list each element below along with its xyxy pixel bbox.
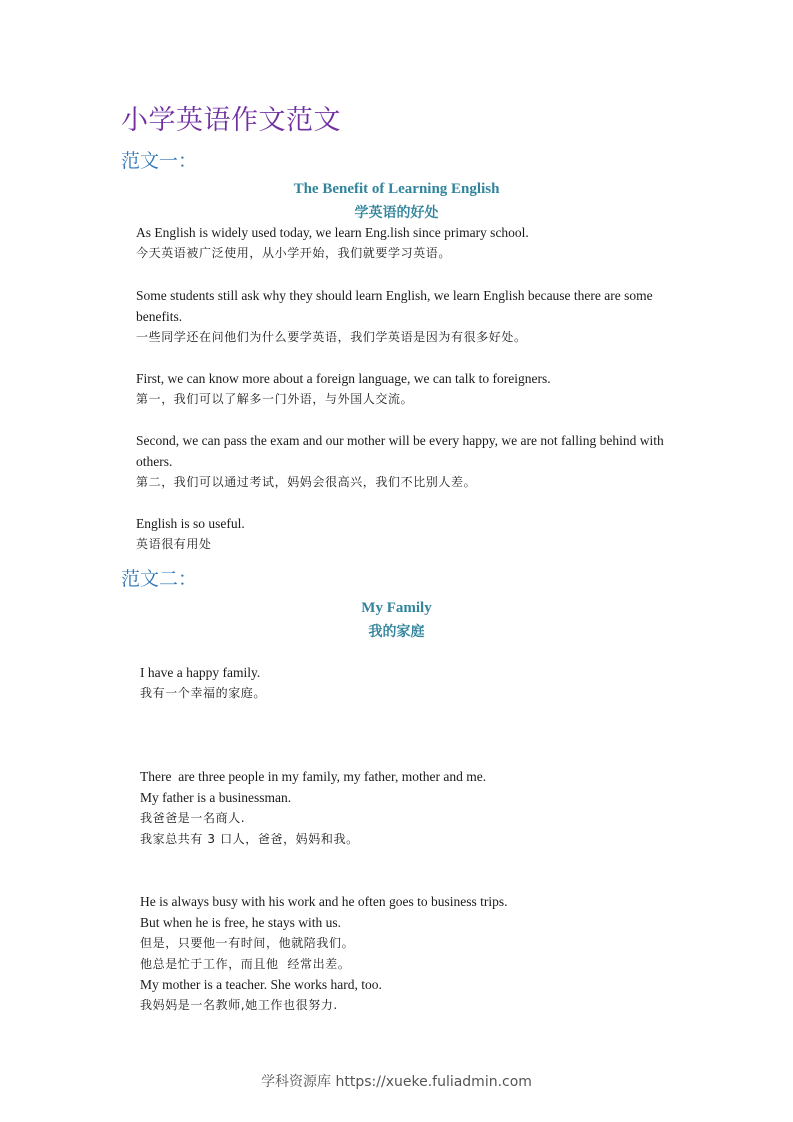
paragraph-en: As English is widely used today, we learn Eng.lish since primary school. [136,225,529,240]
paragraph-en: English is so useful. [136,516,245,531]
essay1-paragraph [136,513,666,555]
essay2-paragraph [140,912,670,954]
paragraph-en: He is always busy with his work and he often goes to business trips. [140,894,508,909]
essay1-heading: 范文一： [121,150,198,172]
paragraph-en: My mother is a teacher. She works hard, too. [140,977,382,992]
essay1-paragraph [136,285,666,348]
essay1-title-en: The Benefit of Learning English [293,181,500,197]
essay2-paragraph [140,662,670,704]
paragraph-zh: 英语很有用处 [136,537,212,551]
paragraph-zh: 我爸爸是一名商人. [140,811,246,825]
paragraph-zh: 他总是忙于工作，而且他 经常出差。 [140,957,351,971]
document-title: 小学英语作文范文 [121,105,341,136]
paragraph-en: I have a happy family. [140,665,261,680]
paragraph-en: Second, we can pass the exam and our mother will be every happy, we are not falling behind with others. [136,433,664,469]
essay2-paragraph [140,787,670,829]
paragraph-zh: 我家总共有 3 口人，爸爸，妈妈和我。 [140,832,359,846]
paragraph-zh: 一些同学还在问他们为什么要学英语，我们学英语是因为有很多好处。 [136,330,527,344]
essay1-paragraph [136,368,666,410]
footer-watermark: 学科资源库 https://xueke.fuliadmin.com [261,1074,532,1090]
paragraph-zh: 今天英语被广泛使用，从小学开始，我们就要学习英语。 [136,246,452,260]
essay1-title-zh: 学英语的好处 [354,205,439,221]
paragraph-en: My father is a businessman. [140,790,292,805]
paragraph-zh: 我妈妈是一名教师,她工作也很努力. [140,998,338,1012]
essay2-title-zh: 我的家庭 [368,624,425,640]
paragraph-zh: 第二，我们可以通过考试，妈妈会很高兴，我们不比别人差。 [136,475,477,489]
paragraph-en: But when he is free, he stays with us. [140,915,341,930]
paragraph-en: Some students still ask why they should learn English, we learn English because there are some benefits. [136,288,653,324]
essay1-paragraph [136,430,666,493]
essay1-paragraph [136,222,666,264]
paragraph-zh: 我有一个幸福的家庭。 [140,686,267,700]
essay2-heading: 范文二： [121,568,198,590]
paragraph-zh: 第一，我们可以了解多一门外语，与外国人交流。 [136,392,414,406]
paragraph-en: First, we can know more about a foreign language, we can talk to foreigners. [136,371,551,386]
paragraph-en: There are three people in my family, my father, mother and me. [140,769,487,784]
essay2-title-en: My Family [361,600,432,616]
essay2-paragraph [140,974,670,1016]
paragraph-zh: 但是，只要他一有时间，他就陪我们。 [140,936,355,950]
